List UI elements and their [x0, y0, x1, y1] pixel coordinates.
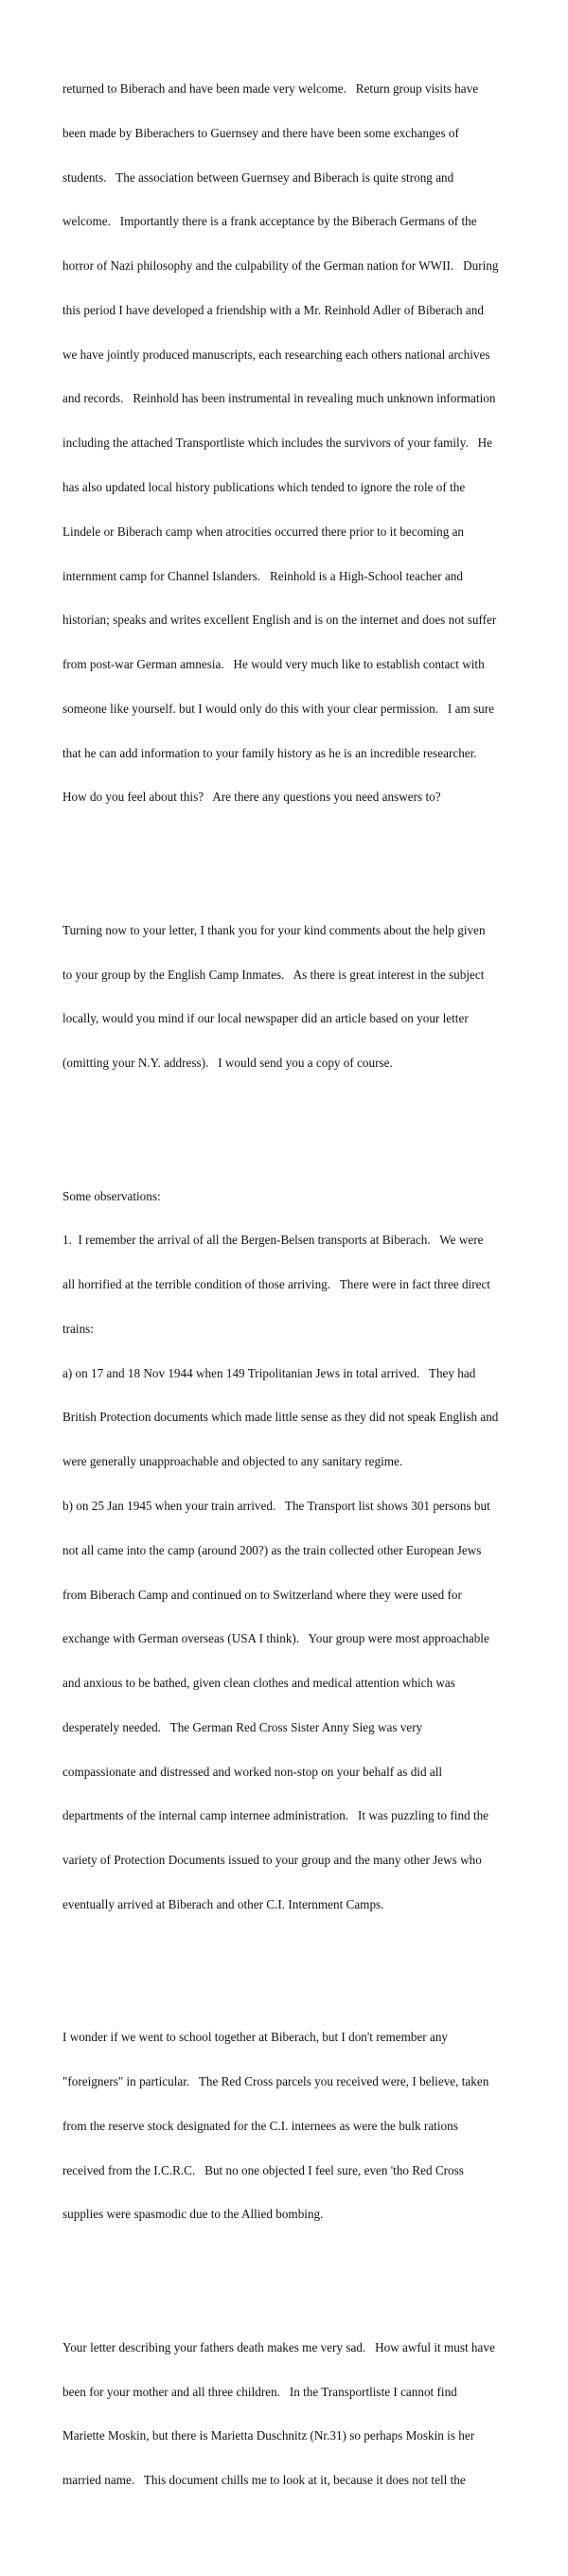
- paragraph-school-and-parcels: [62, 2000, 526, 2251]
- paragraph-reply-to-letter: [62, 894, 526, 1100]
- text-line: British Protection documents which made little sense as they did not speak English and: [62, 1410, 499, 1425]
- text-line: Some observations:: [62, 1188, 161, 1203]
- text-line: Your letter describing your fathers death makes me very sad. How awful it must have: [62, 2339, 495, 2354]
- text-line: Mariette Moskin, but there is Marietta Duschnitz (Nr.31) so perhaps Moskin is her: [62, 2428, 475, 2443]
- text-line: and anxious to be bathed, given clean clothes and medical attention which was: [62, 1676, 455, 1691]
- text-line: been for your mother and all three children. In the Transportliste I cannot find: [62, 2384, 457, 2399]
- text-line: I wonder if we went to school together at Biberach, but I don't remember any: [62, 2030, 449, 2045]
- letter-body: [62, 8, 526, 2576]
- text-line: desperately needed. The German Red Cross Sister Anny Sieg was very: [62, 1719, 423, 1734]
- text-line: including the attached Transportliste which includes the survivors of your family. He: [62, 435, 493, 451]
- text-line: (omitting your N.Y. address). I would send you a copy of course.: [62, 1056, 393, 1071]
- text-line: has also updated local history publications which tended to ignore the role of the: [62, 480, 466, 494]
- text-line: Turning now to your letter, I thank you for your kind comments about the help given: [62, 922, 486, 937]
- text-line: eventually arrived at Biberach and other C.I. Internment Camps.: [62, 1897, 384, 1911]
- text-line: been made by Biberachers to Guernsey and there have been some exchanges of: [62, 125, 459, 140]
- text-line: departments of the internal camp internee administration. It was puzzling to find the: [62, 1808, 489, 1823]
- paragraph-biberach-association: [62, 52, 526, 834]
- text-line: historian; speaks and writes excellent English and is on the internet and does not suffer: [62, 613, 497, 628]
- text-line: welcome. Importantly there is a frank acceptance by the Biberach Germans of the: [62, 214, 477, 229]
- text-line: "foreigners" in particular. The Red Cross parcels you received were, I believe, taken: [62, 2074, 489, 2089]
- text-line: supplies were spasmodic due to the Allied bombing.: [62, 2207, 324, 2222]
- text-line: all horrified at the terrible condition of those arriving. There were in fact three direct: [62, 1277, 490, 1292]
- text-line: Lindele or Biberach camp when atrocities occurred there prior to it becoming an: [62, 524, 465, 539]
- text-line: returned to Biberach and have been made very welcome. Return group visits have: [62, 80, 479, 96]
- text-line: 1. I remember the arrival of all the Bergen-Belsen transports at Biberach. We were: [62, 1233, 484, 1248]
- text-line: from the reserve stock designated for the C.I. internees as were the bulk rations: [62, 2118, 458, 2133]
- text-line: that he can add information to your family history as he is an incredible researcher.: [62, 745, 477, 760]
- text-line: locally, would you mind if our local newspaper did an article based on your letter: [62, 1011, 469, 1026]
- text-line: exchange with German overseas (USA I think). Your group were most approachable: [62, 1631, 489, 1646]
- text-line: someone like yourself. but I would only do this with your clear permission. I am sure: [62, 701, 494, 716]
- text-line: compassionate and distressed and worked non-stop on your behalf as did all: [62, 1764, 443, 1779]
- text-line: from post-war German amnesia. He would very much like to establish contact with: [62, 657, 485, 672]
- paragraph-observations: [62, 1159, 526, 1941]
- text-line: variety of Protection Documents issued to your group and the many other Jews who: [62, 1853, 482, 1868]
- text-line: trains:: [62, 1321, 94, 1336]
- text-line: received from the I.C.R.C. But no one objected I feel sure, even 'tho Red Cross: [62, 2162, 464, 2177]
- text-line: to your group by the English Camp Inmates. As there is great interest in the subject: [62, 967, 485, 982]
- text-line: not all came into the camp (around 200?) as the train collected other European Jews: [62, 1542, 482, 1557]
- text-line: a) on 17 and 18 Nov 1944 when 149 Tripolitanian Jews in total arrived. They had: [62, 1365, 476, 1380]
- text-line: married name. This document chills me to look at it, because it does not tell the: [62, 2473, 466, 2488]
- text-line: we have jointly produced manuscripts, each researching each others national archives: [62, 346, 490, 362]
- text-line: were generally unapproachable and objected to any sanitary regime.: [62, 1454, 403, 1469]
- text-line: students. The association between Guernsey and Biberach is quite strong and: [62, 169, 454, 185]
- text-line: horror of Nazi philosophy and the culpability of the German nation for WWII. During: [62, 258, 499, 274]
- text-line: and records. Reinhold has been instrumental in revealing much unknown information: [62, 391, 496, 406]
- text-line: this period I have developed a friendship with a Mr. Reinhold Adler of Biberach and: [62, 302, 484, 317]
- text-line: How do you feel about this? Are there any questions you need answers to?: [62, 790, 441, 805]
- paragraph-fathers-death: [62, 2311, 526, 2517]
- text-line: internment camp for Channel Islanders. Reinhold is a High-School teacher and: [62, 568, 463, 583]
- text-line: b) on 25 Jan 1945 when your train arrived. The Transport list shows 301 persons but: [62, 1498, 490, 1513]
- text-line: from Biberach Camp and continued on to Switzerland where they were used for: [62, 1587, 462, 1602]
